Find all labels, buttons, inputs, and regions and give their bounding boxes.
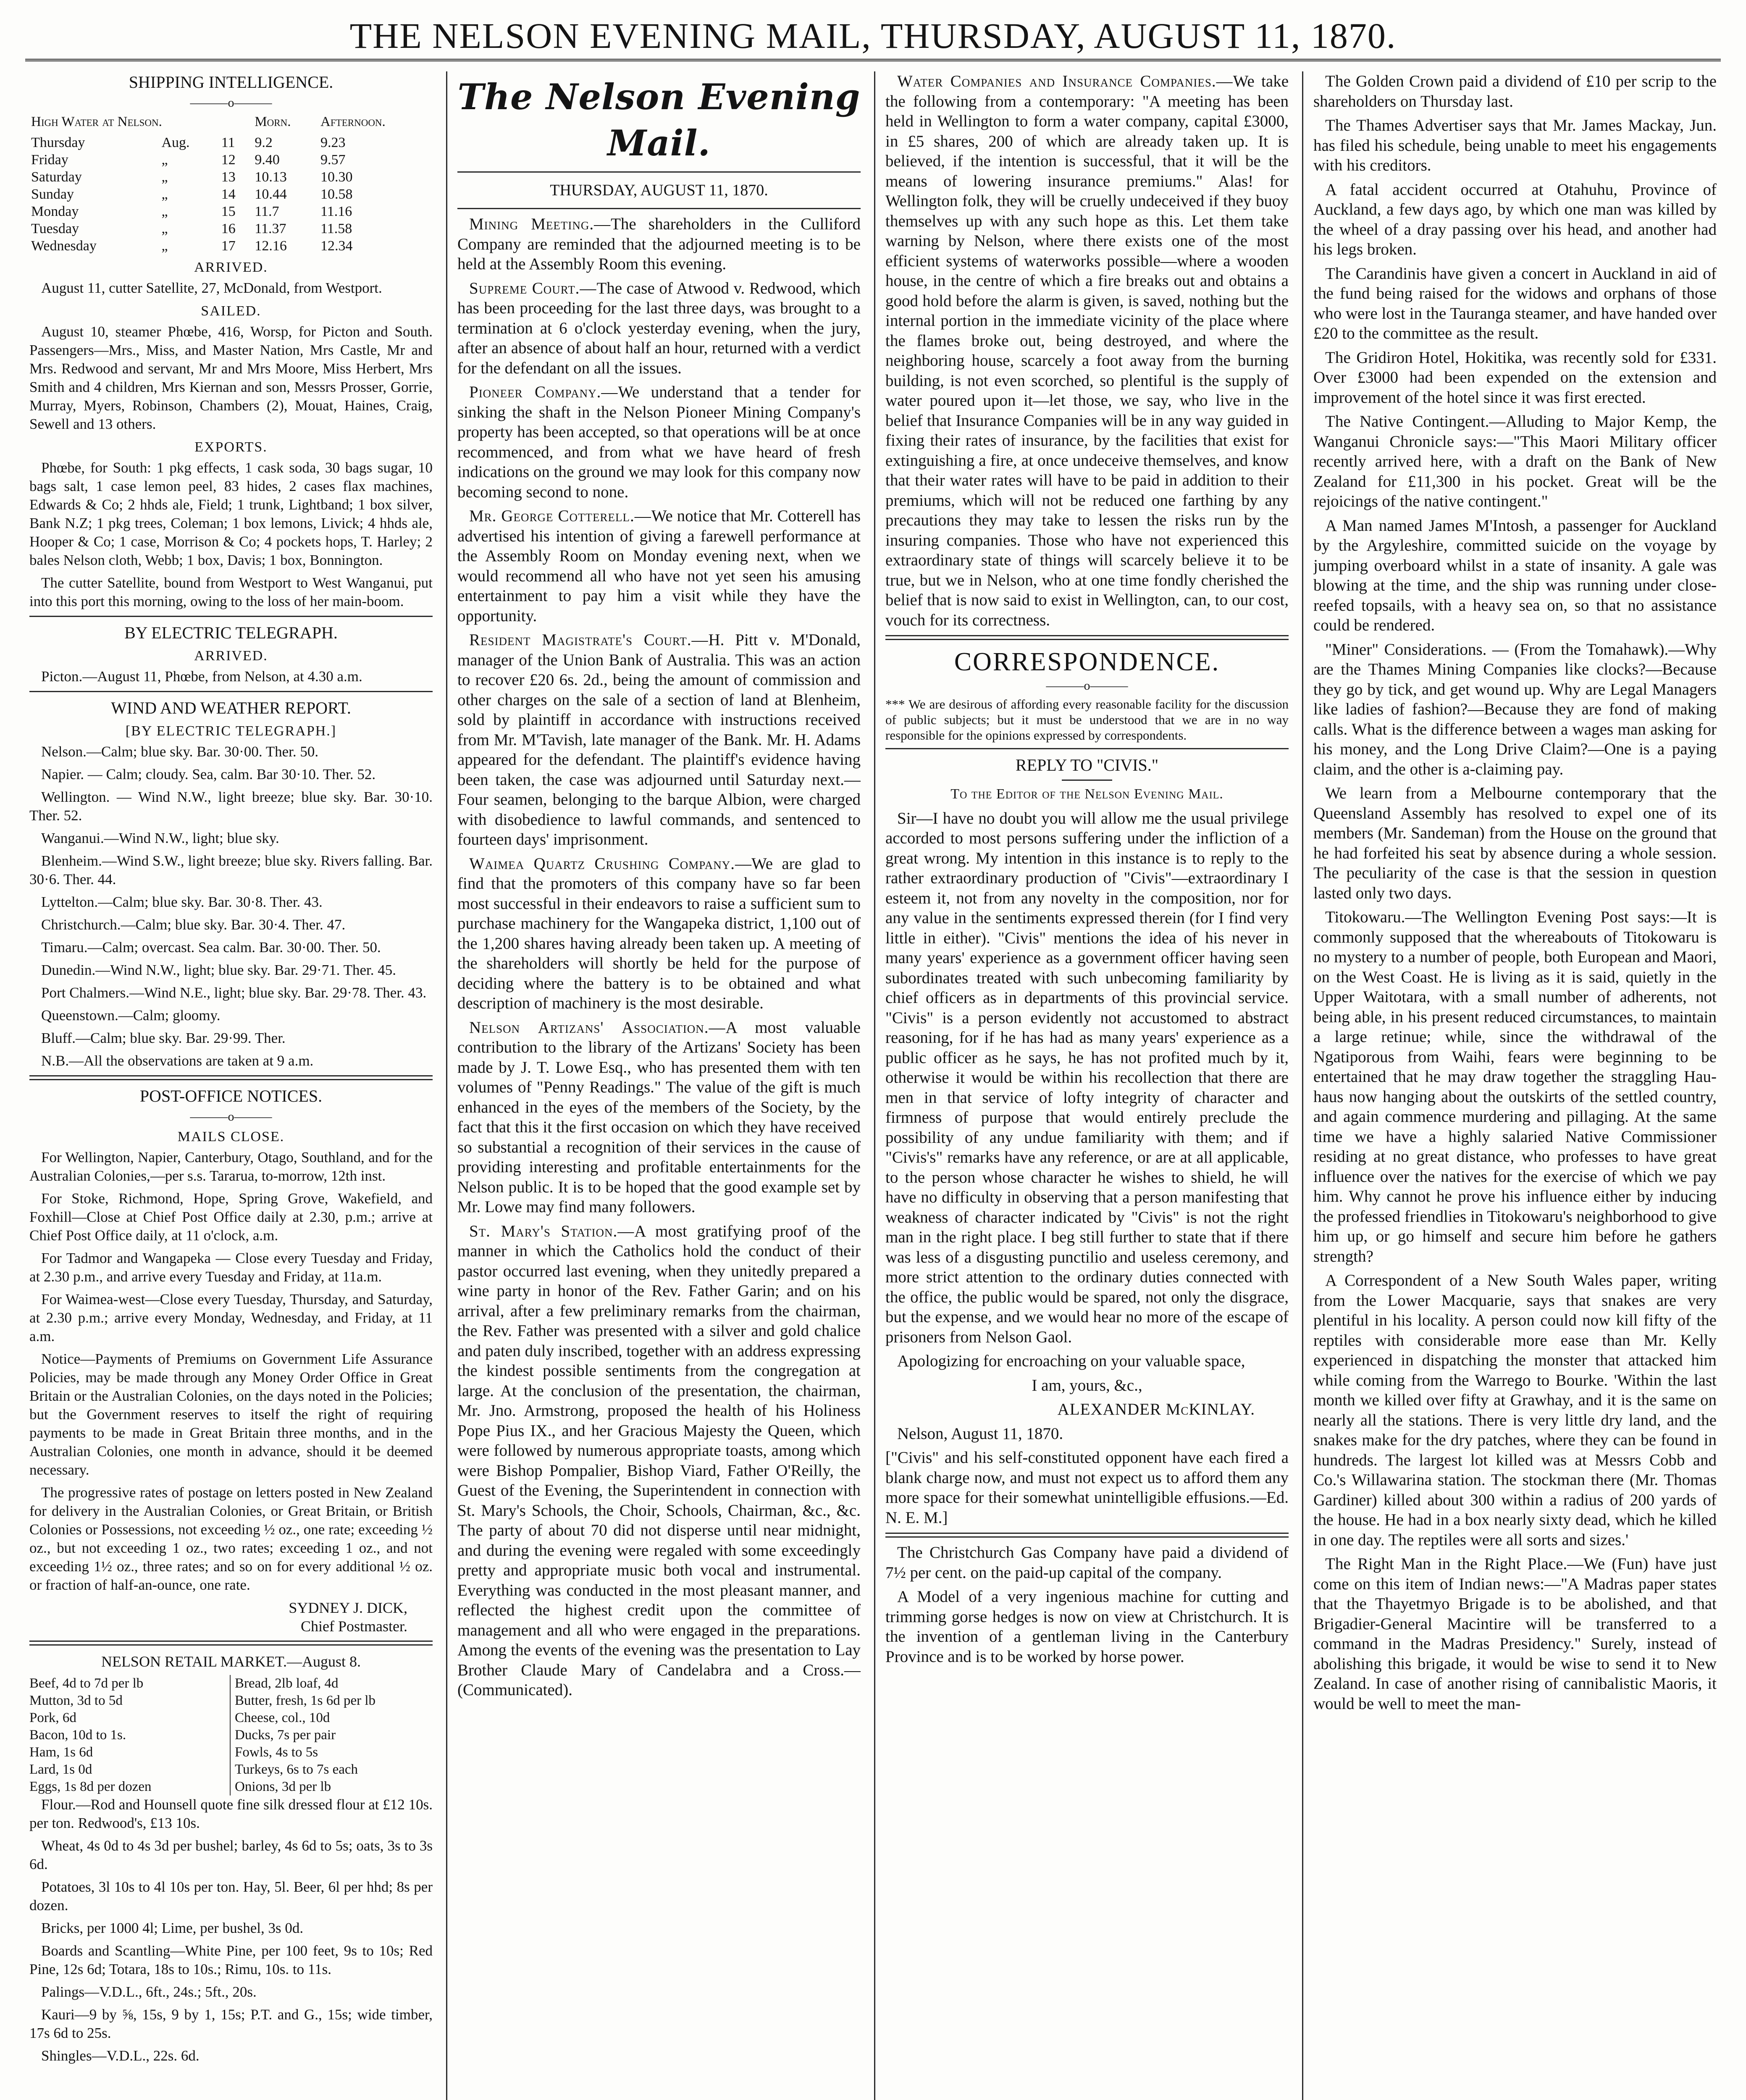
tide-cell: Thursday (31, 135, 85, 150)
market-price-item: Ducks, 7s per pair (235, 1727, 336, 1743)
tide-table (29, 113, 433, 255)
column-correspondence (885, 71, 1289, 2100)
letter-date: Nelson, August 11, 1870. (897, 1424, 1063, 1443)
water-companies-article (885, 71, 1289, 630)
divider (885, 1533, 1289, 1538)
market-price-item: Onions, 3d per lb (235, 1779, 331, 1794)
tide-cell: 9.23 (320, 135, 346, 150)
weather-entry: Nelson.—Calm; blue sky. Bar. 30·00. Ther. 50. (41, 743, 319, 760)
news-paragraph (457, 1221, 861, 1700)
market-right-column (231, 1675, 433, 1796)
column-rule (1302, 71, 1303, 2100)
tide-row (29, 220, 433, 237)
tide-cell: „ (161, 238, 168, 254)
tide-cell: 12.16 (255, 238, 287, 254)
telegraph-heading: BY ELECTRIC TELEGRAPH. (124, 623, 338, 642)
nameplate: The Nelson Evening Mail. (457, 76, 861, 164)
tide-cell: 10.13 (255, 169, 287, 185)
tide-cell: 17 (221, 238, 236, 254)
gorse-machine-item: A Model of a very ingenious machine for cutting and trimming gorse hedges is now on view at Christchurch. It is the invention of a gentleman living in the Canterbury Province and is to be worked by horse power. (885, 1588, 1289, 1666)
tide-row (29, 203, 433, 220)
weather-entry: Christchurch.—Calm; blue sky. Bar. 30·4. Ther. 47. (41, 916, 346, 933)
market-price-item: Bacon, 10d to 1s. (29, 1727, 126, 1743)
weather-entry: Dunedin.—Wind N.W., light; blue sky. Bar. 29·71. Ther. 45. (41, 962, 396, 978)
divider (885, 748, 1289, 749)
divider (29, 1075, 433, 1080)
tide-cell: „ (161, 169, 168, 185)
mail-schedule-entry: For Waimea-west—Close every Tuesday, Thursday, and Saturday, at 2.30 p.m.; arrive every Monday, Wednesday, and Friday, at 11 a.m. (29, 1291, 433, 1344)
local-news-list (457, 214, 861, 1700)
ornament-rule: ———o——— (1046, 679, 1128, 693)
tide-cell: 9.57 (320, 152, 346, 168)
weather-entry: Napier. — Calm; cloudy. Sea, calm. Bar 30·10. Ther. 52. (41, 766, 376, 782)
market-price-item: Beef, 4d to 7d per lb (29, 1676, 144, 1691)
postage-rates: The progressive rates of postage on letters posted in New Zealand for delivery in the Australian Colonies, or Great Britain, or British Colonies or Possessions, not exceeding ½ oz., one rate; exceeding ½ oz., but not exceeding 1 oz., two rates; exceeding 1 oz., and not exceeding 1½ oz., three rates; and so on for every additional ½ oz. or fraction of half-an-ounce, one rate. (29, 1484, 433, 1593)
correspondence-disclaimer: *** We are desirous of affording every reasonable facility for the discussion of public subjects; but it must be understood that we are in no way responsible for the opinions expressed by correspondents. (885, 697, 1289, 743)
news-paragraph (457, 278, 861, 378)
paragraph-lead: Waimea Quartz Crushing Company. (469, 854, 735, 873)
weather-entry: Port Chalmers.—Wind N.E., light; blue sky. Bar. 29·78. Ther. 43. (41, 984, 427, 1001)
exports-text: Phœbe, for South: 1 pkg effects, 1 cask soda, 30 bags sugar, 10 bags salt, 1 case lemon peel, 83 hides, 2 cases flax machines, Edwards & Co; 2 hhds ale, Field; 1 trunk, Lightband; 1 box silver, Bank N.Z; 1 pkg trees, Coleman; 1 box lemons, Livick; 4 hhds ale, Hooper & Co; 1 case, Morrison & Co; 4 pockets hops, T. Harley; 2 bales Nelson cloth, Webb; 1 box, Davis; 1 box, Bonnington. (29, 459, 433, 568)
news-paragraph (457, 382, 861, 502)
sailed-text: August 10, steamer Phœbe, 416, Worsp, for Picton and South. Passengers—Mrs., Miss, and Master Nation, Mrs Castle, Mr and Mrs. Redwood and servant, Mr and Mrs Moore, Miss Herbert, Mrs Smith and 4 children, Mrs Kiernan and son, Messrs Prosser, Gorrie, Murray, Myers, Robinson, Chambers (2), Mouat, Haines, Craig, Sewell and 13 others. (29, 323, 433, 432)
tide-cell: 15 (221, 204, 236, 219)
tide-cell: Aug. (161, 135, 190, 150)
market-note: Flour.—Rod and Hounsell quote fine silk dressed flour at £12 10s. per ton. Redwood's, £13 10s. (29, 1796, 433, 1831)
market-notes (29, 1796, 433, 2065)
paragraph-body: A most valuable contribution to the library of the Artizans' Society has been made by J. T. Lowe Esq., who has presented them with ten volumes of "Penny Readings." The value of the gift is much enhanced in the eyes of the members of the Society, by the fact that this it the first occasion on which they have received so substantial a recognition of their services in the cause of providing interesting and profitable entertainments for the Nelson public. It is to be hoped that the good example set by Mr. Lowe may find many followers. (457, 1018, 861, 1216)
paragraph-lead: Pioneer Company.— (469, 383, 618, 401)
arrived-heading: ARRIVED. (194, 260, 268, 275)
market-price-item: Eggs, 1s 8d per dozen (29, 1779, 152, 1794)
weather-entry: N.B.—All the observations are taken at 9 a.m. (41, 1053, 314, 1069)
paragraph-body: We understand that a tender for sinking the shaft in the Nelson Pioneer Mining Company's property has been accepted, so that operations will be at once recommenced, and from what we have heard of fresh indications on the ground we may look for this company now becoming second to none. (457, 383, 861, 501)
news-item: The Right Man in the Right Place.—We (Fun) have just come on this item of Indian news:—"A Madras paper states that the Thayetmyo Brigade is to be abolished, and that Brigadier-General Macintire will be transferred to a command in the Madras Presidency." Surely, instead of abolishing this brigade, it would be wise to send it to New Zealand. In case of another rising of cannibalistic Maoris, it would be well to meet the man- (1313, 1555, 1717, 1713)
mail-schedule-entry: For Wellington, Napier, Canterbury, Otago, Southland, and for the Australian Colonies,—per s.s. Tararua, to-morrow, 12th inst. (29, 1149, 433, 1184)
tide-cell: Friday (31, 152, 68, 168)
news-paragraph (457, 1018, 861, 1217)
weather-subheading: [BY ELECTRIC TELEGRAPH.] (125, 723, 337, 739)
market-price-item: Lard, 1s 0d (29, 1762, 92, 1777)
tide-cell: „ (161, 186, 168, 202)
divider (29, 1641, 433, 1646)
tide-cell: 11.7 (255, 204, 279, 219)
tide-cell: 12 (221, 152, 236, 168)
market-price-item: Pork, 6d (29, 1710, 76, 1725)
exports-heading: EXPORTS. (194, 439, 268, 455)
tide-cell: 16 (221, 221, 236, 236)
news-item: A Correspondent of a New South Wales paper, writing from the Lower Macquarie, says that snakes are very plentiful in his locality. A person could now kill fifty of the reptiles with considerable more ease than Mr. Kelly experienced in dispatching the monster that attacked him while coming from the Warrego to Bourke. 'Within the last month we killed over fifty at Grawhay, and it is the same on nearly all the stations. There is very little dry land, and the snakes make for the dry patches, where they can be found in hundreds. The largest lot killed was at Messrs Cobb and Co.'s Willawarina station. The stockman there (Mr. Thomas Gardiner) killed about 300 within a radius of 200 yards of the house. He had in a box nearly sixty dead, which he killed in one day. The reptiles were all sorts and sizes.' (1313, 1271, 1717, 1549)
paragraph-body: —We are glad to find that the promoters of this company have so far been most successful in their endeavors to raise a sufficient sum to purchase machinery for the Wangapeka district, 1,100 out of the 1,200 shares having already been taken up. A meeting of the shareholders will shortly be held for the purpose of deciding where the battery is to be obtained and what description of machinery is the most desirable. (457, 854, 861, 1012)
tide-cell: Wednesday (31, 238, 97, 254)
tide-cell: „ (161, 204, 168, 219)
market-note: Kauri—9 by ⅝, 15s, 9 by 1, 15s; P.T. and G., 15s; wide timber, 17s 6d to 25s. (29, 2006, 433, 2041)
divider (457, 171, 861, 173)
tide-cell: 11.16 (320, 204, 352, 219)
tide-col-header: Morn. (255, 114, 291, 129)
telegraph-arrived-text: Picton.—August 11, Phœbe, from Nelson, at 4.30 a.m. (41, 668, 362, 685)
market-price-item: Turkeys, 6s to 7s each (235, 1762, 358, 1777)
paragraph-lead: St. Mary's Station.— (469, 1222, 635, 1240)
article-body: We take the following from a contemporary: "A meeting has been held in Wellington to form a water company, capital £3000, in £5 shares, 200 of which are already taken up. It is believed, if the intention is successful, that it will be the means of lowering insurance premiums." Alas! for Wellington folk, they will be cruelly undeceived if they buoy themselves up with any such hope as this. Let them take warning by Nelson, where there exists one of the most efficient systems of waterworks possible—where a wooden house, in the centre of which a fire breaks out and obtains a good hold before the alarm is given, is saved, nothing but the internal portion in the immediate vicinity of the place where the flames broke out, being destroyed, and where the neighboring house, scarcely a foot away from the burning building, is not even scorched, so plentiful is the supply of water poured upon it—let those, we say, who live in the belief that Insurance Companies will be in any way guided in fixing their rates of insurance, by the facilities that exist for extinguishing a fire, at once undeceive themselves, and know that their water rates will have to be paid in addition to their premiums, which will not be reduced one farthing by any precautions they may take to lessen the risks run by the insuring companies. Those who have not experienced this extraordinary state of things will scarcely believe it to be true, but we in Nelson, who at one time fondly cherished the belief that is now said to exist in Wellington, can, to our cost, vouch for its correctness. (885, 72, 1289, 629)
market-price-item: Fowls, 4s to 5s (235, 1745, 318, 1760)
tide-cell: Tuesday (31, 221, 79, 236)
market-price-item: Cheese, col., 10d (235, 1710, 330, 1725)
paragraph-lead: Mining Meeting.— (469, 215, 611, 233)
market-left-column (29, 1675, 231, 1796)
paragraph-lead: Nelson Artizans' Association.— (469, 1018, 726, 1037)
divider (1062, 780, 1112, 781)
column-shipping (29, 71, 433, 2100)
tide-row (29, 168, 433, 186)
ornament-rule: ———o——— (190, 96, 272, 110)
letter-body: Sir—I have no doubt you will allow me the usual privilege accorded to most persons suffering under the infliction of a great wrong. My intention in this instance is to reply to the rather extraordinary production of "Civis"—extraordinary I esteem it, not from any novelty in the composition, nor for any value in the sentiments expressed therein (for I find very little in either). "Civis" mentions the idea of his never in many years' experience as a government officer having seen subordinates treated with such unbecoming familiarity by chief officers as in departments of this provincial service. "Civis" is a person evidently not accustomed to abstract reasoning, for if he has had as many years' experience as a public officer as he says, he has not profited much by it, otherwise it would be within his recollection that there are men in that service of lofty integrity of character and firmness of purpose that would entirely preclude the possibility of any undue familiarity with them; and if "Civis's" remarks have any reference, or are at all applicable, to the person whose character he wishes to shield, he will have no difficulty in observing that a person manifesting that weakness of character indicated by "Civis" is not the right man in the right place. I beg still further to state that if there was less of a disgusting punctilio and useless ceremony, and more strict attention to the ordinary duties connected with the office, the public would be spared, not only the disgrace, but the expense, and we would hear no more of the escape of prisoners from Nelson Gaol. (885, 809, 1289, 1346)
tide-row (29, 134, 433, 151)
telegraph-arrived-heading: ARRIVED. (194, 648, 268, 664)
weather-entry: Wanganui.—Wind N.W., light; blue sky. (41, 830, 279, 846)
market-note: Boards and Scantling—White Pine, per 100 feet, 9s to 10s; Red Pine, 12s 6d; Totara, 18s to 10s.; Rimu, 10s. to 11s. (29, 1942, 433, 1977)
tide-cell: Monday (31, 204, 79, 219)
mail-schedule-entry: For Tadmor and Wangapeka — Close every Tuesday and Friday, at 2.30 p.m., and arrive every Tuesday and Friday, at 11a.m. (29, 1250, 433, 1285)
weather-entry: Queenstown.—Calm; gloomy. (41, 1007, 221, 1024)
news-item: The Golden Crown paid a dividend of £10 per scrip to the shareholders on Thursday last. (1313, 72, 1717, 110)
market-note: Potatoes, 3l 10s to 4l 10s per ton. Hay, 5l. Beer, 6l per hhd; 8s per dozen. (29, 1879, 433, 1914)
paragraph-lead: Supreme Court.— (469, 279, 597, 297)
tide-col-header: High Water at Nelson. (31, 114, 162, 129)
market-note: Wheat, 4s 0d to 4s 3d per bushel; barley, 4s 6d to 5s; oats, 3s to 3s 6d. (29, 1838, 433, 1872)
news-item: The Native Contingent.—Alluding to Major Kemp, the Wanganui Chronicle says:—"This Maori Military officer recently arrived here, with a draft on the Bank of New Zealand for £11,300 in his pocket. Great will be the rejoicings of the native contingent." (1313, 412, 1717, 510)
news-item: "Miner" Considerations. — (From the Tomahawk).—Why are the Thames Mining Companies like clocks?—Because they go by tick, and get wound up. Why are Legal Managers like ladies of fashion?—Because they are fond of making calls. What is the difference between a wages man asking for his money, and the Long Drive Claim?—One is a paying claim, and the other is a-claiming pay. (1313, 640, 1717, 778)
satellite-note: The cutter Satellite, bound from Westport to West Wanganui, put into this port this morning, owing to the loss of her main-boom. (29, 575, 433, 609)
editor-note: ["Civis" and his self-constituted opponent have each fired a blank charge now, and must not expect us to afford them any more space for their somewhat unintelligible effusions.—Ed. N. E. M.] (885, 1449, 1289, 1527)
news-item: The Thames Advertiser says that Mr. James Mackay, Jun. has filed his schedule, being unable to meet his engagements with his creditors. (1313, 116, 1717, 174)
tide-cell: 13 (221, 169, 236, 185)
divider (885, 635, 1289, 640)
tide-cell: 9.2 (255, 135, 273, 150)
tide-cell: Sunday (31, 186, 74, 202)
tide-cell: „ (161, 152, 168, 168)
postmaster-title: Chief Postmaster. (301, 1618, 407, 1635)
paragraph-lead: Resident Magistrate's Court.— (469, 631, 709, 649)
column-editorial (457, 71, 861, 2100)
tide-cell: Saturday (31, 169, 82, 185)
article-lead: Water Companies and Insurance Companies.— (897, 72, 1233, 90)
paragraph-body: We notice that Mr. Cotterell has advertised his intention of giving a farewell performance at the Assembly Room on Monday evening next, when we would recommend all who have not yet seen his amusing entertainment to pay him a visit while they have the opportunity. (457, 507, 861, 625)
news-item: The Gridiron Hotel, Hokitika, was recently sold for £331. Over £3000 had been expended on the extension and improvement of the hotel since it was first erected. (1313, 348, 1717, 407)
mails-list (29, 1148, 433, 1346)
market-price-item: Butter, fresh, 1s 6d per lb (235, 1693, 376, 1708)
divider (29, 691, 433, 692)
news-paragraph (457, 854, 861, 1013)
divider (29, 616, 433, 617)
weather-heading: WIND AND WEATHER REPORT. (111, 698, 351, 717)
letter-heading: REPLY TO "CIVIS." (1015, 756, 1159, 774)
news-paragraph (457, 506, 861, 626)
general-news-list (1313, 71, 1717, 1714)
tide-cell: 14 (221, 186, 236, 202)
tide-cell: „ (161, 221, 168, 236)
tide-col-header: Afternoon. (320, 114, 386, 129)
postal-notice: Notice—Payments of Premiums on Government Life Assurance Policies, may be made through any Money Order Office in Great Britain or the Australian Colonies, on the days noted in the Policies; but the Government reserves to itself the right of requiring payments to be made in Great Britain three months, and in the Australian Colonies, one month in advance, should it be deemed necessary. (29, 1351, 433, 1478)
news-item: A Man named James M'Intosh, a passenger for Auckland by the Argyleshire, committed suicide on the voyage by jumping overboard whilst in a state of insanity. A gale was blowing at the time, and the ship was running under close-reefed topsails, with a heavy sea on, so that no assistance could be rendered. (1313, 516, 1717, 634)
tide-cell: 10.58 (320, 186, 353, 202)
paragraph-lead: Mr. George Cotterell.— (469, 507, 651, 525)
paragraph-body: The case of Atwood v. Redwood, which has been proceeding for the last three days, was brought to a termination at 6 o'clock yesterday evening, when the jury, after an absence of about half an hour, returned with a verdict for the defendant on all the issues. (457, 279, 861, 377)
tide-cell: 12.34 (320, 238, 353, 254)
weather-entry: Blenheim.—Wind S.W., light breeze; blue sky. Rivers falling. Bar. 30·6. Ther. 44. (29, 853, 433, 887)
market-price-item: Bread, 2lb loaf, 4d (235, 1676, 339, 1691)
tide-cell: 11.58 (320, 221, 352, 236)
letter-address: To the Editor of the Nelson Evening Mail. (950, 786, 1224, 802)
gas-company-item: The Christchurch Gas Company have paid a dividend of 7½ per cent. on the paid-up capital of the company. (885, 1544, 1289, 1582)
market-table (29, 1675, 433, 1796)
tide-row (29, 186, 433, 203)
weather-entry: Timaru.—Calm; overcast. Sea calm. Bar. 30·00. Ther. 50. (41, 939, 381, 956)
weather-entry: Wellington. — Wind N.W., light breeze; blue sky. Bar. 30·10. Ther. 52. (29, 789, 433, 824)
column-general-news (1313, 71, 1717, 2100)
paragraph-body: H. Pitt v. M'Donald, manager of the Union Bank of Australia. This was an action to recover £20 6s. 2d., being the amount of commission and other charges on the sale of a section of land at Blenheim, sold by plaintiff in accordance with instructions received from Mr. M'Tavish, late manager of the Bank. Mr. H. Adams appeared for the defendant. The plaintiff's evidence having been taken, the case was adjourned until Saturday next.—Four seamen, belonging to the barque Albion, were charged with disobedience to lawful commands, and sentenced to fourteen days' imprisonment. (457, 631, 861, 848)
paragraph-body: The shareholders in the Culliford Company are reminded that the adjourned meeting is to be held at the Assembly Room this evening. (457, 215, 861, 273)
news-paragraph (457, 214, 861, 274)
columns (29, 71, 1717, 2100)
tide-cell: 10.30 (320, 169, 353, 185)
weather-list (29, 743, 433, 1070)
sailed-heading: SAILED. (201, 303, 261, 319)
weather-entry: Lyttelton.—Calm; blue sky. Bar. 30·8. Ther. 43. (41, 894, 323, 910)
column-rule (874, 71, 875, 2100)
post-office-heading: POST-OFFICE NOTICES. (139, 1087, 323, 1105)
tide-cell: 11.37 (255, 221, 286, 236)
news-item: We learn from a Melbourne contemporary that the Queensland Assembly has resolved to expel one of its members (Mr. Sandeman) from the House on the ground that he had forfeited his seat by absence during a whole session. The peculiarity of the case is that the session in question lasted only two days. (1313, 784, 1717, 902)
news-item: Titokowaru.—The Wellington Evening Post says:—It is commonly supposed that the whereabouts of Titokowaru is no mystery to a number of people, both European and Maori, on the West Coast. He is living as it is said, quietly in the Upper Waitotara, with a small number of adherents, not being able, in his present reduced circumstances, to maintain a large retinue; while, since the withdrawal of the Ngatiporous from Waihi, fears were beginning to be entertained that he may draw together the straggling Hau-haus now hanging about the outskirts of the settled country, and again commence murdering and pillaging. At the same time we have a highly salaried Native Commissioner residing at no great distance, who professes to have great influence over the natives for the exercise of which we pay him. Why cannot he prove his influence either by inducing the professed friendlies in Titokowaru's neighborhood to give him up, or go himself and secure him before he gathers strength? (1313, 908, 1717, 1265)
paragraph-body: A most gratifying proof of the manner in which the Catholics hold the conduct of their pastor occurred last evening, when they unitedly prepared a wine party in honor of the Rev. Father Garin; and on his arrival, after a few preliminary remarks from the chairman, the Rev. Father was presented with a silver and gold chalice and paten duly inscribed, together with an address expressing the kindest possible sentiments from the congregation at large. At the conclusion of the presentation, the chairman, Mr. Jno. Armstrong, proposed the health of his Holiness Pope Pius IX., and her Gracious Majesty the Queen, which were followed by numerous appropriate toasts, among which were Bishop Pompalier, Bishop Viard, Father O'Reilly, the Guest of the Evening, the Superintendent in connection with St. Mary's Schools, the Choir, Schools, Chairman, &c., &c. The party of about 70 did not disperse until near midnight, and during the evening were regaled with some exceedingly pretty and appropriate music both vocal and instrumental. Everything was conducted in the most pleasant manner, and reflected the highest credit upon the committee of management and all who were engaged in the preparations. Among the events of the evening was the presentation to Lay Brother Claude Mary of Candelabra and a Cross.—(Communicated). (457, 1222, 861, 1699)
market-heading: NELSON RETAIL MARKET.—August 8. (101, 1653, 361, 1670)
column-rule (446, 71, 447, 2100)
masthead (25, 13, 1721, 61)
market-note: Palings—V.D.L., 6ft., 24s.; 5ft., 20s. (41, 1984, 257, 2000)
tide-cell: 11 (221, 135, 235, 150)
news-item: A fatal accident occurred at Otahuhu, Province of Auckland, a few days ago, by which one man was killed by the wheel of a dray passing over his head, and another had his legs broken. (1313, 180, 1717, 258)
market-price-item: Mutton, 3d to 5d (29, 1693, 123, 1708)
letter-closing: I am, yours, &c., (1032, 1376, 1142, 1394)
market-note: Bricks, per 1000 4l; Lime, per bushel, 3s 0d. (41, 1920, 304, 1936)
tide-cell: 10.44 (255, 186, 287, 202)
shipping-heading: SHIPPING INTELLIGENCE. (129, 73, 333, 92)
mails-close-heading: MAILS CLOSE. (177, 1129, 285, 1144)
weather-entry: Bluff.—Calm; blue sky. Bar. 29·99. Ther. (41, 1030, 286, 1046)
tide-row (29, 151, 433, 168)
divider (457, 208, 861, 209)
page-header-title: THE NELSON EVENING MAIL, THURSDAY, AUGUST 11, 1870. (349, 16, 1397, 56)
tide-cell: 9.40 (255, 152, 280, 168)
letter-signature: ALEXANDER McKINLAY. (1057, 1400, 1255, 1418)
market-note: Shingles—V.D.L., 22s. 6d. (41, 2048, 200, 2064)
editorial-dateline: THURSDAY, AUGUST 11, 1870. (550, 181, 768, 199)
mail-schedule-entry: For Stoke, Richmond, Hope, Spring Grove, Wakefield, and Foxhill—Close at Chief Post Office daily at 2.30, p.m.; arrive at Chief Post Office daily, at 11 o'clock, a.m. (29, 1190, 433, 1244)
news-paragraph (457, 630, 861, 850)
ornament-rule: ———o——— (190, 1110, 272, 1124)
postmaster-name: SYDNEY J. DICK, (289, 1599, 407, 1616)
arrived-text: August 11, cutter Satellite, 27, McDonald, from Westport. (41, 280, 382, 296)
tide-row (29, 237, 433, 255)
market-price-item: Ham, 1s 6d (29, 1745, 93, 1760)
news-item: The Carandinis have given a concert in Auckland in aid of the fund being raised for the widows and orphans of those who were lost in the Tauranga steamer, and have handed over £20 to the committee as the result. (1313, 264, 1717, 342)
correspondence-heading: CORRESPONDENCE. (954, 648, 1220, 676)
letter-apology: Apologizing for encroaching on your valuable space, (897, 1352, 1245, 1370)
